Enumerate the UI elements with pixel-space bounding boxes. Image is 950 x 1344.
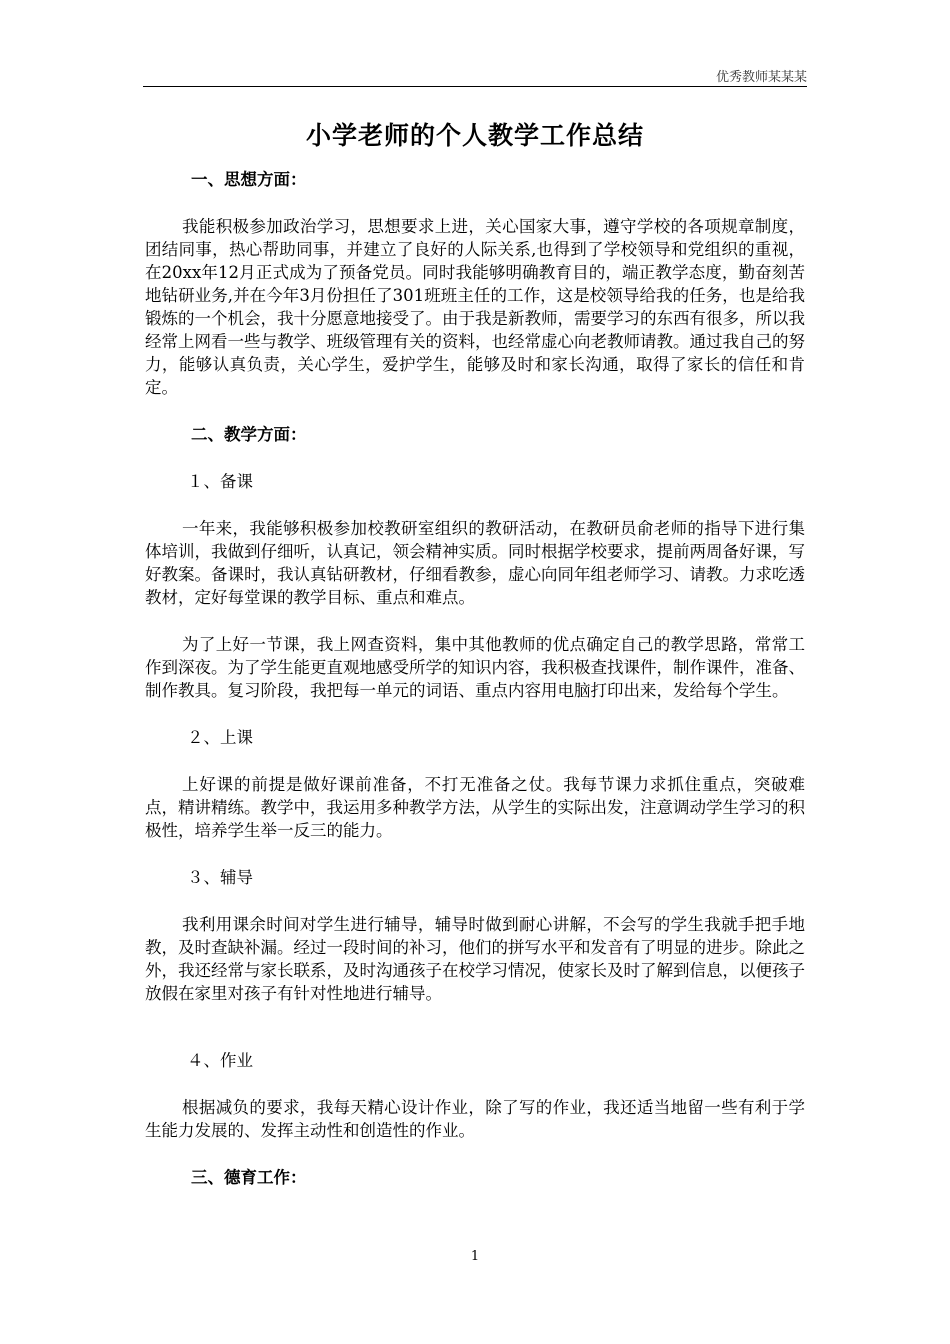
- document-body: [145, 168, 805, 1213]
- section-heading-moral-education: 三、德育工作：: [191, 1168, 307, 1187]
- subheading-homework: ４、作业: [187, 1051, 253, 1070]
- subheading-lesson-prep: １、备课: [187, 472, 253, 491]
- paragraph: 上好课的前提是做好课前准备，不打无准备之仗。我每节课力求抓住重点，突破难点，精讲精练。教学中，我运用多种教学方法，从学生的实际出发，注意调动学生学习的积极性，培养学生举一反三的能力。: [145, 775, 805, 840]
- paragraph: 一年来，我能够积极参加校教研室组织的教研活动，在教研员俞老师的指导下进行集体培训，我做到仔细听，认真记，领会精神实质。同时根据学校要求，提前两周备好课，写好教案。备课时，我认真钻研教材，仔细看教参，虚心向同年组老师学习、请教。力求吃透教材，定好每堂课的教学目标、重点和难点。: [145, 519, 805, 607]
- page-number: 1: [470, 1249, 480, 1264]
- section-heading-teaching: 二、教学方面：: [191, 425, 307, 444]
- section-heading-thought: 一、思想方面：: [191, 170, 307, 189]
- paragraph: 我利用课余时间对学生进行辅导，辅导时做到耐心讲解，不会写的学生我就手把手地教，及时查缺补漏。经过一段时间的补习，他们的拼写水平和发音有了明显的进步。除此之外，我还经常与家长联系，及时沟通孩子在校学习情况，使家长及时了解到信息，以便孩子放假在家里对孩子有针对性地进行辅导。: [145, 915, 805, 1003]
- paragraph: 我能积极参加政治学习，思想要求上进，关心国家大事，遵守学校的各项规章制度，团结同事，热心帮助同事，并建立了良好的人际关系,也得到了学校领导和党组织的重视，在20xx年12月正式成为了预备党员。同时我能够明确教育目的，端正教学态度，勤奋刻苦地钻研业务,并在今年3月份担任了301班班主任的工作，这是校领导给我的任务，也是给我锻炼的一个机会，我十分愿意地接受了。由于我是新教师，需要学习的东西有很多，所以我经常上网看一些与教学、班级管理有关的资料，也经常虚心向老教师请教。通过我自己的努力，能够认真负责，关心学生，爱护学生，能够及时和家长沟通，取得了家长的信任和肯定。: [145, 217, 805, 397]
- paragraph: 为了上好一节课，我上网查资料，集中其他教师的优点确定自己的教学思路，常常工作到深夜。为了学生能更直观地感受所学的知识内容，我积极查找课件，制作课件，准备、制作教具。复习阶段，我把每一单元的词语、重点内容用电脑打印出来，发给每个学生。: [145, 635, 805, 700]
- header-divider: [143, 86, 807, 87]
- subheading-teaching-class: ２、上课: [187, 728, 253, 747]
- paragraph: 根据减负的要求，我每天精心设计作业，除了写的作业，我还适当地留一些有利于学生能力发展的、发挥主动性和创造性的作业。: [145, 1098, 805, 1140]
- document-title: 小学老师的个人教学工作总结: [305, 121, 644, 150]
- blank-line: [145, 1029, 805, 1049]
- page-header-text: 优秀教师某某某: [715, 70, 807, 85]
- subheading-tutoring: ３、辅导: [187, 868, 253, 887]
